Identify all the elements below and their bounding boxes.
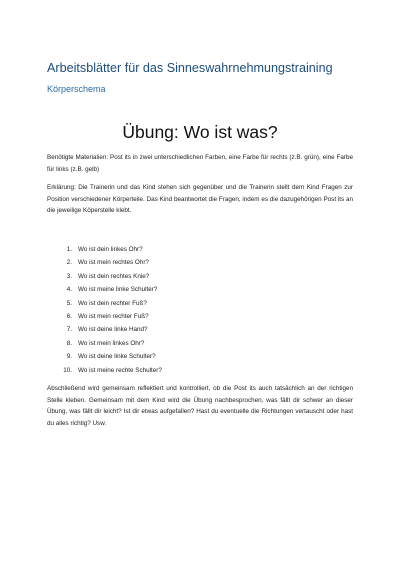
list-item: [60, 256, 162, 269]
list-item-text: Wo ist dein rechtes Knie?: [78, 272, 150, 280]
list-item-text: Wo ist meine linke Schulter?: [78, 286, 158, 294]
list-item-number: 2.: [66, 259, 72, 267]
list-item: [60, 310, 162, 323]
list-item-number: 7.: [66, 326, 72, 334]
list-item-number: 5.: [66, 299, 72, 307]
list-item-text: Wo ist mein rechter Fuß?: [78, 313, 149, 321]
materials-paragraph: Benötigte Materialien: Post its in zwei unterschiedlichen Farben, eine Farbe für rechts (z.B. grün), eine Farbe für links (z.B. gelb): [47, 154, 353, 173]
list-item-text: Wo ist dein rechter Fuß?: [78, 299, 147, 307]
list-item-number: 9.: [66, 353, 72, 361]
list-item: [60, 297, 162, 310]
question-list: [60, 243, 162, 377]
list-item: [60, 350, 162, 363]
list-item-number: 6.: [66, 313, 72, 321]
list-item-number: 10.: [63, 366, 72, 374]
list-item: [60, 337, 162, 350]
list-item-text: Wo ist dein linkes Ohr?: [78, 246, 143, 253]
explanation-paragraph: Erklärung: Die Trainerin und das Kind stehen sich gegenüber und die Trainerin stellt dem Kind Fragen zur Position verschiedener Körperteile. Das Kind beantwortet die Fragen, indem es die dazugehörigen Post its an die jeweilige Köperstelle klebt.: [47, 184, 353, 214]
list-item-number: 8.: [66, 339, 72, 347]
list-item: [60, 270, 162, 283]
closing-paragraph: Abschließend wird gemeinsam reflektiert und kontrolliert, ob die Post its auch tatsächlich an der richtigen Stelle kleben. Gemeinsam mit dem Kind wird die Übung nachbesprochen, was fällt dir schwer an dieser Übung, was fällt dir leicht? Ist dir etwas aufgefallen? Hast du eventuelle die Richtungen vertauscht oder hast du alles richtig? Usw.: [47, 385, 353, 427]
list-item-text: Wo ist mein linkes Ohr?: [78, 339, 145, 347]
document-header-subtitle: Körperschema: [47, 84, 106, 94]
list-item-number: 3.: [66, 272, 72, 280]
list-item-text: Wo ist deine linke Schulter?: [78, 353, 156, 361]
list-item-number: 1.: [66, 246, 72, 253]
list-item-text: Wo ist meine rechte Schulter?: [78, 366, 162, 374]
list-item-number: 4.: [66, 286, 72, 294]
list-item: [60, 243, 162, 256]
list-item-text: Wo ist deine linke Hand?: [78, 326, 148, 334]
document-header-title: Arbeitsblätter für das Sinneswahrnehmungstraining: [47, 61, 333, 75]
list-item: [60, 283, 162, 296]
list-item: [60, 323, 162, 336]
list-item: [60, 364, 162, 377]
exercise-title: Übung: Wo ist was?: [122, 122, 278, 142]
list-item-text: Wo ist mein rechtes Ohr?: [78, 259, 149, 267]
